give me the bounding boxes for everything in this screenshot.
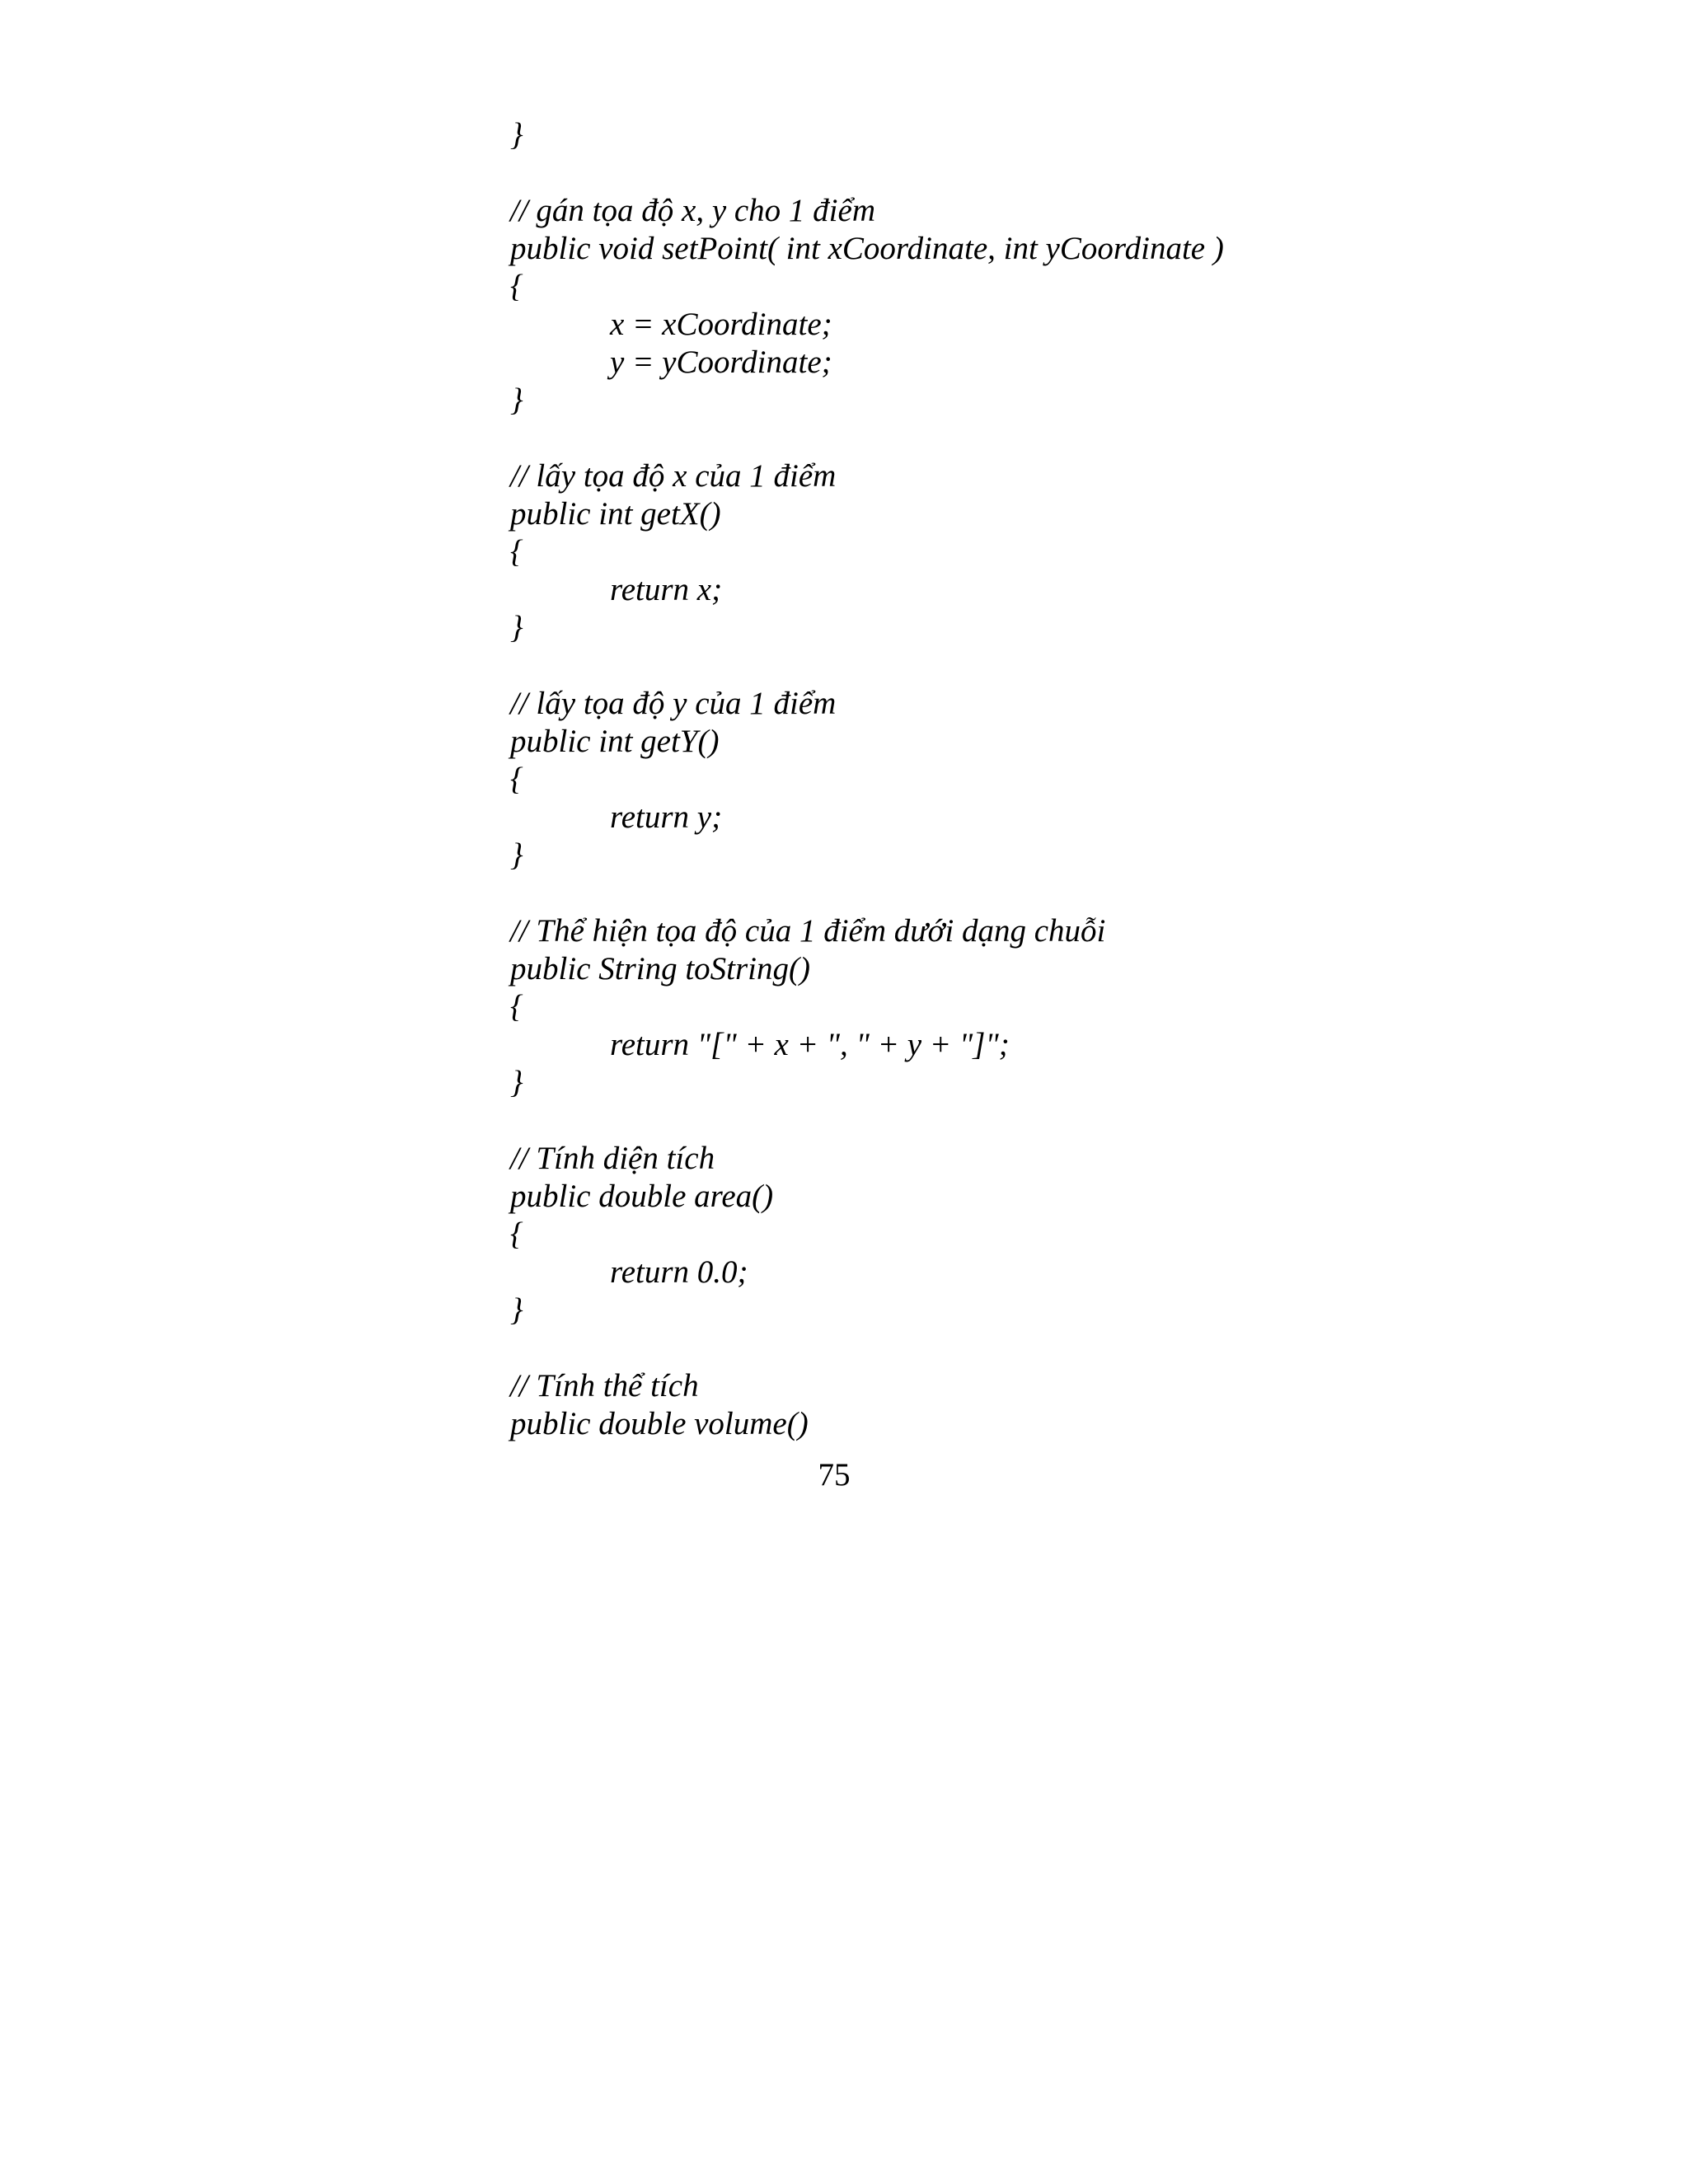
- comment-get-y: // lấy tọa độ y của 1 điểm: [510, 686, 837, 721]
- statement-return-x: return x;: [610, 572, 723, 607]
- closing-brace: }: [510, 382, 523, 418]
- comment-to-string: // Thể hiện tọa độ của 1 điểm dưới dạng chuỗi: [510, 913, 1106, 949]
- closing-brace: }: [510, 837, 523, 873]
- closing-brace: }: [510, 117, 523, 152]
- statement-assign-x: x = xCoordinate;: [610, 307, 832, 342]
- page-number: 75: [818, 1457, 851, 1493]
- statement-assign-y: y = yCoordinate;: [610, 344, 832, 380]
- opening-brace: {: [510, 269, 523, 304]
- method-signature-get-x: public int getX(): [510, 496, 721, 532]
- statement-return-y: return y;: [610, 799, 723, 835]
- comment-set-point: // gán tọa độ x, y cho 1 điểm: [510, 193, 875, 228]
- opening-brace: {: [510, 534, 523, 569]
- method-signature-volume: public double volume(): [510, 1406, 809, 1441]
- method-signature-set-point: public void setPoint( int xCoordinate, int yCoordinate ): [510, 231, 1224, 266]
- comment-get-x: // lấy tọa độ x của 1 điểm: [510, 458, 837, 494]
- method-signature-area: public double area(): [510, 1179, 774, 1214]
- statement-return-string: return "[" + x + ", " + y + "]";: [610, 1027, 1010, 1062]
- comment-area: // Tính diện tích: [510, 1141, 715, 1176]
- comment-volume: // Tính thể tích: [510, 1368, 699, 1404]
- method-signature-to-string: public String toString(): [510, 951, 810, 987]
- method-signature-get-y: public int getY(): [510, 724, 720, 759]
- closing-brace: }: [510, 610, 523, 645]
- opening-brace: {: [510, 989, 523, 1024]
- statement-return-zero: return 0.0;: [610, 1254, 748, 1290]
- closing-brace: }: [510, 1065, 523, 1100]
- opening-brace: {: [510, 1216, 523, 1252]
- opening-brace: {: [510, 762, 523, 797]
- closing-brace: }: [510, 1292, 523, 1328]
